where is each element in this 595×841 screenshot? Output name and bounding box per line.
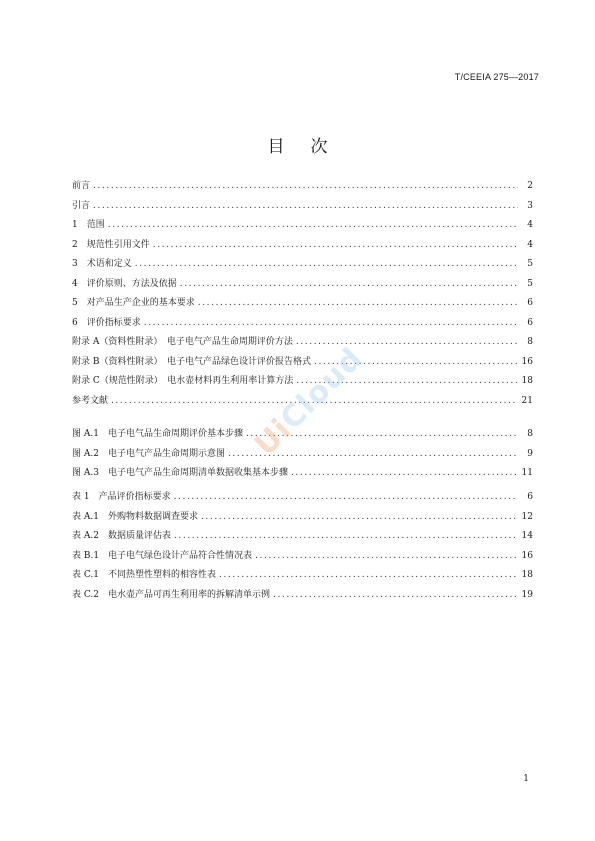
dot-leader xyxy=(93,201,518,211)
dot-leader xyxy=(153,240,518,250)
toc-entry-page: 14 xyxy=(521,531,533,541)
toc-entry[interactable] xyxy=(72,237,533,257)
toc-entry-label: 前言 xyxy=(72,181,91,191)
toc-entry-label: 表 C.2 电水壶产品可再生利用率的拆解清单示例 xyxy=(72,589,271,600)
toc-entry-label: 附录 C（规范性附录） 电水壶材料再生利用率计算方法 xyxy=(72,376,294,386)
toc-entry-page: 16 xyxy=(521,356,533,367)
toc-entry-label: 附录 B（资料性附录） 电子电气产品绿色设计评价报告格式 xyxy=(72,356,311,367)
toc-entry[interactable] xyxy=(72,393,533,413)
toc-entry-page: 2 xyxy=(527,181,533,191)
toc-entry-page: 18 xyxy=(521,570,533,580)
dot-leader xyxy=(201,512,518,522)
toc-entry[interactable] xyxy=(72,178,533,198)
dot-leader xyxy=(228,449,518,459)
toc-entry-label: 表 A.1 外购物料数据调查要求 xyxy=(72,511,198,522)
toc-entry-page: 8 xyxy=(527,429,533,439)
toc-entry-page: 19 xyxy=(521,589,533,600)
toc-entry-page: 9 xyxy=(527,448,533,459)
toc-section-tables xyxy=(72,489,533,606)
toc-entry[interactable] xyxy=(72,354,533,374)
toc-entry[interactable] xyxy=(72,567,533,587)
dot-leader xyxy=(135,259,518,269)
dot-leader xyxy=(180,279,518,289)
toc-entry-label: 参考文献 xyxy=(72,395,109,406)
toc-entry-page: 6 xyxy=(527,298,533,308)
watermark: UiCloud xyxy=(248,340,370,463)
toc-entry[interactable] xyxy=(72,528,533,548)
toc-entry[interactable] xyxy=(72,198,533,218)
toc-entry-page: 21 xyxy=(521,395,533,406)
page-title: 目次 xyxy=(267,137,354,157)
dot-leader xyxy=(198,298,518,308)
toc-entry[interactable] xyxy=(72,256,533,276)
dot-leader xyxy=(246,429,518,439)
dot-leader xyxy=(314,357,518,367)
toc-section-main xyxy=(72,178,533,412)
toc-entry[interactable] xyxy=(72,295,533,315)
toc-entry[interactable] xyxy=(72,373,533,393)
toc-entry-page: 5 xyxy=(527,278,533,289)
toc-entry-page: 6 xyxy=(527,492,533,502)
dot-leader xyxy=(111,396,518,406)
toc-entry-label: 4 评价原则、方法及依据 xyxy=(72,278,177,289)
toc-entry-label: 1 范围 xyxy=(72,220,105,230)
toc-entry-label: 图 A.3 电子电气产品生命周期清单数据收集基本步骤 xyxy=(72,468,288,478)
toc-entry-page: 5 xyxy=(527,259,533,269)
toc-entry[interactable] xyxy=(72,446,533,466)
toc-entry-page: 4 xyxy=(527,220,533,230)
toc-entry-label: 图 A.2 电子电气产品生命周期示意图 xyxy=(72,448,225,459)
dot-leader xyxy=(144,318,518,328)
toc-entry[interactable] xyxy=(72,315,533,335)
toc-entry-label: 表 1 产品评价指标要求 xyxy=(72,492,171,502)
toc-entry[interactable] xyxy=(72,548,533,568)
dot-leader xyxy=(273,590,518,600)
toc-entry-page: 3 xyxy=(527,200,533,211)
toc-entry-label: 图 A.1 电子电气品生命周期评价基本步骤 xyxy=(72,429,243,439)
dot-leader xyxy=(255,551,518,561)
toc-entry[interactable] xyxy=(72,587,533,607)
toc-entry-label: 附录 A（资料性附录） 电子电气产品生命周期评价方法 xyxy=(72,337,293,347)
dot-leader xyxy=(219,570,518,580)
toc-entry[interactable] xyxy=(72,465,533,485)
dot-leader xyxy=(174,531,518,541)
dot-leader xyxy=(296,337,518,347)
toc-entry-page: 12 xyxy=(521,511,533,522)
toc-entry-page: 6 xyxy=(527,317,533,328)
toc-entry-page: 4 xyxy=(527,239,533,250)
toc-entry-label: 引言 xyxy=(72,200,91,211)
toc-entry[interactable] xyxy=(72,426,533,446)
toc-entry-label: 表 B.1 电子电气绿色设计产品符合性情况表 xyxy=(72,550,253,561)
toc-entry-label: 6 评价指标要求 xyxy=(72,317,141,328)
dot-leader xyxy=(93,181,518,191)
toc-entry-label: 3 术语和定义 xyxy=(72,259,132,269)
dot-leader xyxy=(296,376,518,386)
toc-entry-label: 表 C.1 不同热塑性塑料的相容性表 xyxy=(72,570,217,580)
toc-entry-label: 表 A.2 数据质量评估表 xyxy=(72,531,171,541)
toc-entry[interactable] xyxy=(72,334,533,354)
toc-entry-page: 11 xyxy=(521,468,533,478)
document-code: T/CEEIA 275—2017 xyxy=(454,72,539,82)
dot-leader xyxy=(174,492,518,502)
toc-section-figures xyxy=(72,426,533,485)
toc-entry[interactable] xyxy=(72,509,533,529)
toc-entry-page: 16 xyxy=(521,550,533,561)
toc-entry[interactable] xyxy=(72,489,533,509)
toc-entry-page: 18 xyxy=(521,376,533,386)
toc-entry-label: 5 对产品生产企业的基本要求 xyxy=(72,298,195,308)
toc-entry-page: 8 xyxy=(527,337,533,347)
page-number: 1 xyxy=(523,774,529,784)
toc-entry-label: 2 规范性引用文件 xyxy=(72,239,150,250)
dot-leader xyxy=(291,468,518,478)
toc-entry[interactable] xyxy=(72,276,533,296)
toc-entry[interactable] xyxy=(72,217,533,237)
dot-leader xyxy=(108,220,518,230)
